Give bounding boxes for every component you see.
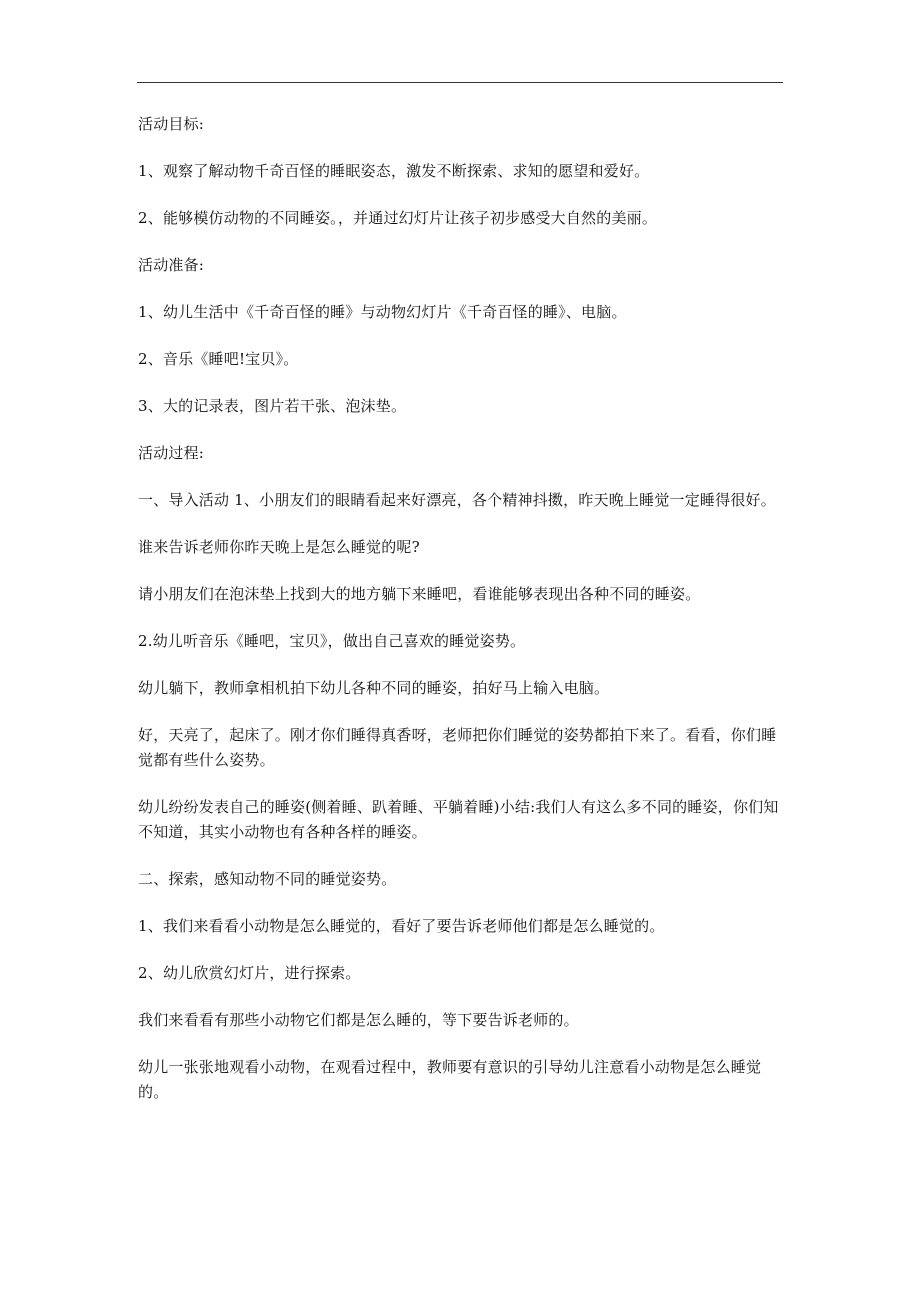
- header-rule: [137, 82, 783, 83]
- section-heading-goals: 活动目标:: [138, 115, 205, 133]
- paragraph: 1、我们来看看小动物是怎么睡觉的，看好了要告诉老师他们都是怎么睡觉的。: [138, 917, 665, 935]
- paragraph: 2.幼儿听音乐《睡吧，宝贝》，做出自己喜欢的睡觉姿势。: [138, 632, 526, 650]
- paragraph: 1、幼儿生活中《千奇百怪的睡》与动物幻灯片《千奇百怪的睡》、电脑。: [138, 303, 627, 321]
- paragraph: 幼儿纷纷发表自己的睡姿(侧着睡、趴着睡、平躺着睡)小结:我们人有这么多不同的睡姿，你们知不知道，其实小动物也有各种各样的睡姿。: [138, 798, 779, 841]
- section-heading-process: 活动过程:: [138, 444, 205, 462]
- paragraph: 我们来看看有那些小动物它们都是怎么睡的，等下要告诉老师的。: [138, 1011, 579, 1029]
- paragraph: 好，天亮了，起床了。刚才你们睡得真香呀，老师把你们睡觉的姿势都拍下来了。看看，你们睡觉都有些什么姿势。: [138, 726, 777, 769]
- paragraph: 一、导入活动 1、小朋友们的眼睛看起来好漂亮，各个精神抖擞，昨天晚上睡觉一定睡得很好。: [138, 491, 776, 509]
- document-body: [138, 112, 786, 1105]
- paragraph: 1、观察了解动物千奇百怪的睡眠姿态，激发不断探索、求知的愿望和爱好。: [138, 162, 650, 180]
- paragraph: 谁来告诉老师你昨天晚上是怎么睡觉的呢?: [138, 538, 420, 556]
- paragraph: 3、大的记录表，图片若干张、泡沫垫。: [138, 397, 407, 415]
- paragraph: 幼儿躺下，教师拿相机拍下幼儿各种不同的睡姿，拍好马上输入电脑。: [138, 679, 610, 697]
- section-heading-preparation: 活动准备:: [138, 256, 205, 274]
- paragraph: 二、探索，感知动物不同的睡觉姿势。: [138, 870, 397, 888]
- paragraph: 2、幼儿欣赏幻灯片，进行探索。: [138, 964, 361, 982]
- paragraph: 幼儿一张张地观看小动物，在观看过程中，教师要有意识的引导幼儿注意看小动物是怎么睡觉的。: [138, 1058, 762, 1101]
- paragraph: 2、音乐《睡吧!宝贝》。: [138, 350, 299, 368]
- paragraph: 请小朋友们在泡沫垫上找到大的地方躺下来睡吧，看谁能够表现出各种不同的睡姿。: [138, 585, 701, 603]
- paragraph: 2、能够模仿动物的不同睡姿。，并通过幻灯片让孩子初步感受大自然的美丽。: [138, 209, 658, 227]
